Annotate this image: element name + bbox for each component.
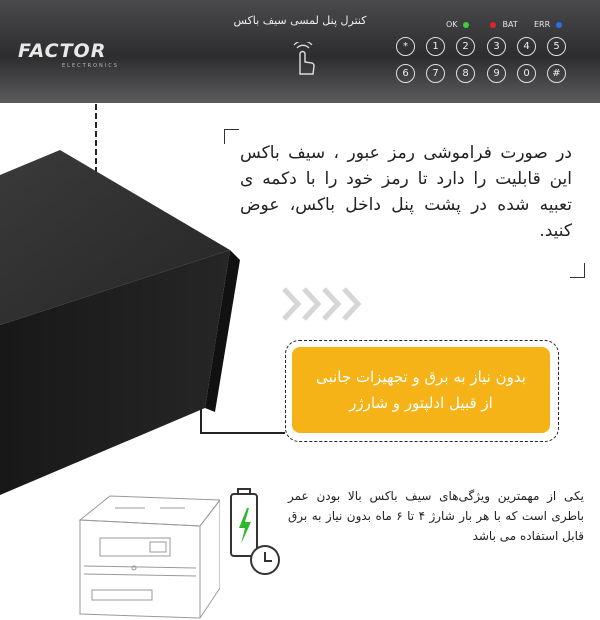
connector-line-vertical <box>200 400 202 433</box>
key-0[interactable]: 0 <box>517 64 536 83</box>
status-bat <box>490 20 518 29</box>
frame-corner-top-left <box>224 129 239 144</box>
safe-box-sketch <box>70 490 220 620</box>
feature-line-2: از قبیل ادلپتور و شارژر <box>349 394 493 412</box>
key-star[interactable]: * <box>396 37 415 56</box>
key-3[interactable]: 3 <box>487 37 506 56</box>
panel-title: کنترل پنل لمسی سیف باکس <box>233 14 367 27</box>
password-reset-text: در صورت فراموشی رمز عبور ، سیف باکس این قابلیت را دارد تا رمز خود را با دکمه ی تعبیه شده در پشت پنل داخل باکس، عوض کنید. <box>240 143 572 241</box>
status-ok-dot <box>463 22 469 28</box>
key-4[interactable]: 4 <box>517 37 536 56</box>
touch-finger-icon <box>285 42 319 78</box>
key-hash[interactable]: # <box>547 64 566 83</box>
status-ok <box>446 20 469 29</box>
battery-clock-icon <box>225 486 285 578</box>
status-err-dot <box>556 22 562 28</box>
battery-life-text: یکی از مهمترین ویژگی‌های سیف باکس بالا بودن عمر باطری است که با هر بار شارژ ۴ تا ۶ ماه بدون نیاز به برق قابل استفاده می باشد <box>288 489 584 543</box>
brand-subtitle: ELECTRONICS <box>62 63 119 69</box>
key-9[interactable]: 9 <box>487 64 506 83</box>
brand-logo: FACTOR <box>18 40 107 62</box>
connector-line <box>200 432 285 434</box>
key-1[interactable]: 1 <box>426 37 445 56</box>
frame-corner-bottom-right <box>570 263 585 278</box>
status-bat-label: BAT <box>502 20 518 29</box>
feature-line-1: بدون نیاز به برق و تجهیزات جانبی <box>316 368 526 386</box>
status-ok-label: OK <box>446 20 458 29</box>
control-panel-header <box>0 0 600 103</box>
key-6[interactable]: 6 <box>396 64 415 83</box>
status-bat-dot <box>490 22 496 28</box>
feature-box <box>292 347 550 433</box>
key-8[interactable]: 8 <box>456 64 475 83</box>
status-err <box>534 20 562 29</box>
key-2[interactable]: 2 <box>456 37 475 56</box>
status-err-label: ERR <box>534 20 551 29</box>
chevron-arrows-icon <box>282 287 372 321</box>
key-5[interactable]: 5 <box>547 37 566 56</box>
key-7[interactable]: 7 <box>426 64 445 83</box>
